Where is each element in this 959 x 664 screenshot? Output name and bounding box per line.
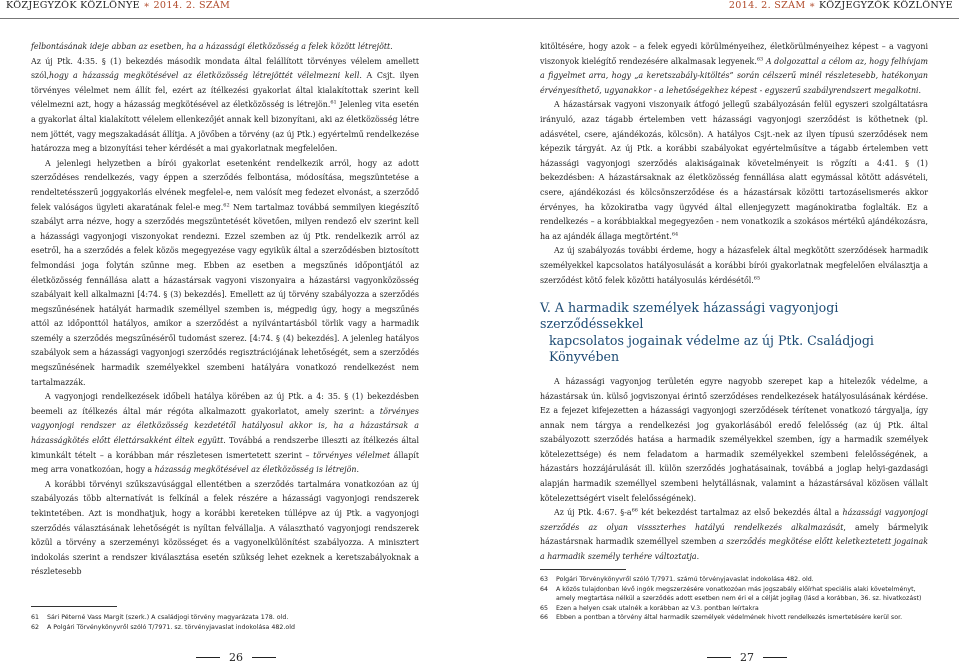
footnote-rule [540,569,626,570]
paragraph: Az új Ptk. 4:67. $\S-a^{66}$ két bekezdést tartalmaz az első bekezdés által a házassági vagyonjogi szerződés az olyan vissszterhes hatályú rendelkezés alkalmazását, amely bármelyik házastársnak harmadik személlyel szemben a szerződés megkötése előtt keletkeztetett jogainak a harmadik személy terhére változtatja. [540,507,929,562]
journal-title-left: KÖZJEGYZŐK KÖZLÖNYE [6,0,140,11]
left-page-body [31,40,419,580]
journal-title-right: KÖZJEGYZŐK KÖZLÖNYE [819,0,953,11]
left-footnotes [31,613,419,632]
footnote-ref[interactable]: 61 [330,99,337,106]
footnote-ref[interactable]: 62 [223,201,230,208]
paragraph: A vagyonjogi rendelkezések időbeli hatálya körében az új Ptk. a 4: 35. § (1) bekezdésben beemeli az ítélkezés által már régóta alkalmazott gyakorlatot, amely szerint: a törvényes vagyonjogi rendszer az életközösség kezdetétől hatályosul akkor is, ha a házastársak a házasságkötés előtt élettársakként éltek együtt. Továbbá a rendszerbe illeszti az ítélkezés által kimunkált tételt – a korábban már részletesen ismertetett szerint – törvényes vélelmet állapít meg arra vonatkozóan, hogy a házasság megkötésével az életközösség is létrejön. [31,392,419,475]
page-number-dash [252,657,276,658]
paragraph: kitöltésére, hogy azok – a felek egyedi körülményeihez, életkörülményeihez képest – a vagyoni viszonyok kielégítő rendezésére alkalmasak legyenek.$^{63}$ A dolgozattal a célom az, hogy felhívjam a figyelmet arra, hogy „a keretszabály-kitöltés” során célszerű minél részletesebb, hatékonyan érvényesíthető, ugyanakkor - a lehetőségekhez képest - egyszerű szabályrendszert megalkotni. [540,42,928,95]
footnote: 61 Sári Péterné Vass Margit (szerk.) A családjogi törvény magyarázata 178. old. [31,614,289,621]
paragraph: A házastársak vagyoni viszonyaik átfogó jellegű szabályozásán felül egyszeri szolgáltatásra irányuló, azaz tágabb értelemben vett házassági vagyonjogi szerződést is köthetnek (pl. adásvétel, csere, ajándékozás, kölcsön). A hatályos Csjt.-nek az ilyen típusú szerződések nem képezik tárgyát. Az új Ptk. a korábbi szabályokat egyértelműsítve a tágabb értelemben vett házassági vagyonjogi szerződés alakiságainak követelményeit is rögzíti a 4:41. § (1) bekezdésben: A házastársaknak az életközösség fennállása alatt egymással kötött adásvételi, csere, ajándékozási és kölcsönszerződése és a házastársak közötti tartozáselismerés akkor érvényes, ha közokiratba vagy ügyvéd által ellenjegyzett magánokiratba foglalták. Ez a rendelkezés – a korábbiakkal megegyezően - nem vonatkozik a szokásos mértékű ajándékozásra, ha az ajándék állaga megtörtént.$^{64}$ [540,100,928,241]
footnote-ref[interactable]: 63 [756,55,764,62]
footnote-ref[interactable]: 65 [753,274,761,281]
page-number-dash [707,657,731,658]
footnote: 65 Ezen a helyen csak utalnék a korábban az V.3. pontban leírtakra [540,604,759,612]
header-separator-left: ∗ [143,0,151,11]
paragraph: felbontásának ideje abban az esetben, ha a házassági életközösség a felek között létrejött. [31,42,393,51]
paragraph: A jelenlegi helyzetben a bírói gyakorlat esetenként rendelkezik arról, hogy az adott szerződéses rendelkezés, vagy éppen a szerződés felbontása, módosítása, megszüntetése a rendeltetésszerű joggyakorlás elvének megfelel-e, nem valósít meg fedezet elvonást, a szerződő felek valóságos ügyleti akaratának felel-e meg.$^{62}$ Nem tartalmaz továbbá semmilyen kiegészítő szabályt arra nézve, hogy a szerződés megszüntetését követően, milyen rendező elv szerint kell a házassági vagyonjogi viszonyokat rendezni. Ezzel szemben az új Ptk. rendelkezik arról az esetről, ha a szerződés a felek közös megegyezése vagy egyikük által a szerződésben biztosított felmondási joga folytán szűnne meg. Ebben az esetben a megszűnés időpontjától az életközösség fennállása alatt a házastársak vagyoni viszonyaira a házastársi vagyonközösség szabályait kell alkalmazni [4:74. § (3) bekezdés]. Emellett az új törvény szabályozza a szerződés megszűnésének hatályát harmadik személlyel szemben is, mégpedig úgy, hogy a megszűnés attól az időponttól hatályos, amikor a szerződést a nyilvántartásból törlik vagy a harmadik személy a szerződés megszűnéséről tudomást szerez. [4:74. § (4) bekezdés]. A jelenleg hatályos szabályok sem a házassági vagyonjogi szerződés regisztrációjának lehetőségét, sem a szerződés megszűnésének harmadik személyekkel szembeni hatályára vonatkozó rendelkezést nem tartalmazzák. [31,158,420,387]
issue-label-right: 2014. 2. SZÁM [728,0,806,11]
header-separator-right: ∗ [808,0,816,11]
running-header-right [729,0,953,17]
paragraph: Az új Ptk. 4:35. § (1) bekezdés második mondata által felállított törvényes vélelem amellett szól,hogy a házasság megkötésével az életközösség létrejöttét vélelmezni kell. A Csjt. ilyen törvényes vélelmet nem állít fel, ezért az ítélkezési gyakorlat által kialakítottak szerint kell vélelmezni azt, hogy a házasság megkötésével az életközösség is létrejön.$^{61}$ Jelenleg vita esetén a gyakorlat által kialakított vélelem ellenkezőjét annak kell bizonyítani, aki az életközösség létre nem jöttét, vagy megszakadását állítja. A jövőben a törvény (az új Ptk.) egyértelmű rendelkezése határozza meg a bizonyítási teher kérdését a mai gyakorlatnak megfelelően. [31,56,420,154]
footnote: 63 Polgári Törvénykönyvről szóló T/7971. számú törvényjavaslat indokolása 482. old. [540,576,814,583]
paragraph: A házassági vagyonjog területén egyre nagyobb szerepet kap a hitelezők védelme, a házastársak ún. külső jogviszonyai érintő szerződéses rendelkezések hatályosulásának kérdése. Ez a fejezet kifejezetten a házassági vagyonjogi szerződések térítenet vonatkozó tárgyalja, így annak nem tárgya a rendelkezési jog gyakorlásából eredő felelősség (az új Ptk. által szabályozott szerződés hatása a harmadik személyekkel szemben, így a harmadik személyek kötelezettsége) és nem feladatom a harmadik személyekkel szembeni felelősségének, a házastárs hozzájárulását ill. külön szerződés joghatásainak, továbbá a joglap helyi-gazdasági alapján harmadik személlyel szembeni helytállásnak, valamint a házastársával közösen vállalt kötelezettségért viselt felelősségének). [540,376,928,503]
page-number-dash [196,657,220,658]
page-number-dash [763,657,787,658]
right-footnotes [540,575,932,623]
paragraph: Az új szabályozás további érdeme, hogy a házasfelek által megkötött szerződések harmadik személyekkel kapcsolatos hatályosulását a korábbi bírói gyakorlatnak megfelelően elválasztja a szerződést kötő felek közötti hatályosulás kérdésétől.$^{65}$ [540,246,928,285]
footnote: 66 Ebben a pontban a törvény által harmadik személyek védelmének hivott rendelkezés ismertetésére kerül sor. [540,614,903,622]
paragraph: A korábbi törvényi szűkszavúsággal ellentétben a szerződés tartalmára vonatkozóan az új szabályozás több alternatívát is felkínál a felek részére a házassági vagyonjogi rendszerek tekintetében. Azt is mondhatjuk, hogy a korábbi kereteken túllépve az új Ptk. a vagyonjogi szerződés választásának lehetőségét is nyíltan felvállalja. A választható vagyonjogi rendszerek közül a törvény a szerzeményi közösséget és a vagyonelkülönítést szabályozza. A minisztert indokolás szerint a rendszer kiválasztása esetén szükség lehet ezeknek a keretszabályoknak a részletesebb [31,479,419,577]
issue-label-left: 2014. 2. SZÁM [153,0,231,11]
running-header-left [6,0,230,17]
section-heading: V. A harmadik személyek házassági vagyonjogi szerződéssekkel kapcsolatos jogainak védelme az új Ptk. Családjogi Könyvében [540,300,874,364]
footnote: 64 A közös tulajdonban lévő ingók megszerzésére vonatkozóan más jogszabály előírhat speciális alaki követelményt, amely megtartása nélkül a szerződés adott esetben nem éri el a célját jogilag (lásd a korábban, 36. sz. hivatkozást) [540,585,922,603]
page-number-left: 26 [187,650,285,664]
header-rule [0,18,959,19]
footnote-ref[interactable]: 66 [631,507,638,514]
page-number-right: 27 [698,650,796,664]
footnote-ref[interactable]: 64 [671,231,679,238]
footnote: 62 A Polgári Törvénykönyvről szóló T/7971. sz. törvényjavaslat indokolása 482.old [31,623,296,631]
footnote-rule [31,606,117,607]
right-page-body [540,40,928,565]
